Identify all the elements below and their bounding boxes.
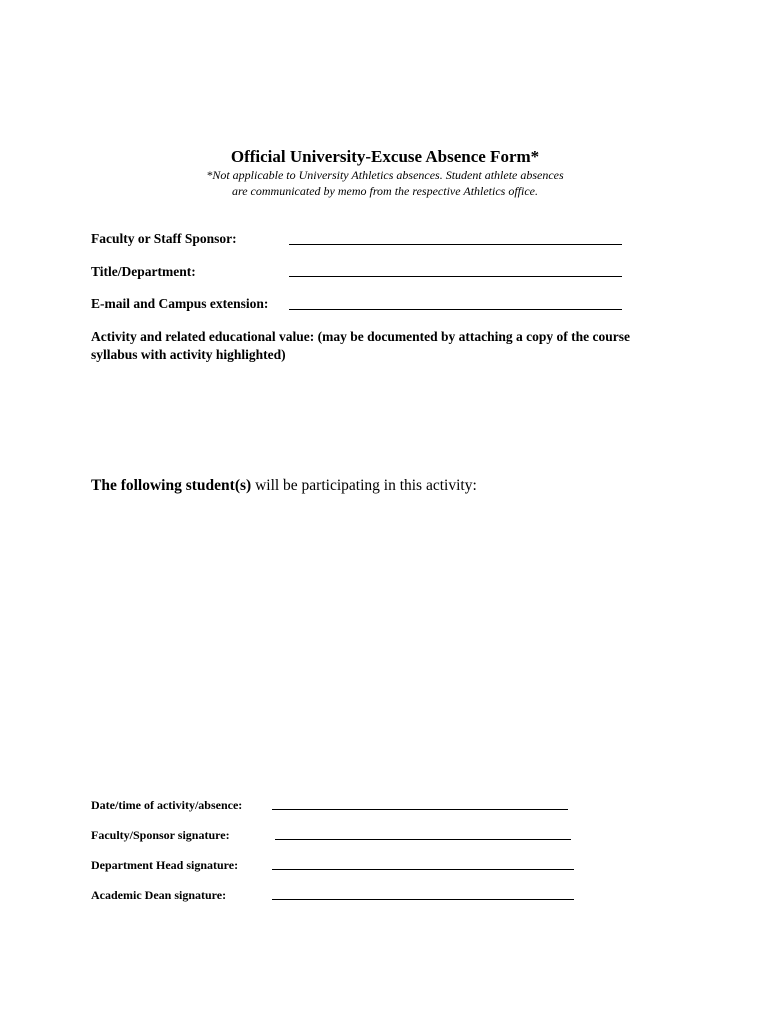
email-extension-field[interactable] (289, 309, 622, 310)
students-heading-bold: The following student(s) (91, 477, 252, 494)
form-title: Official University-Excuse Absence Form* (230, 147, 540, 166)
email-extension-label: E-mail and Campus extension: (91, 296, 269, 311)
faculty-sponsor-field[interactable] (289, 244, 622, 245)
date-time-field[interactable] (272, 809, 568, 810)
faculty-sponsor-signature-label: Faculty/Sponsor signature: (91, 828, 230, 842)
students-heading (91, 476, 477, 496)
department-head-signature-field[interactable] (272, 869, 574, 870)
academic-dean-signature-field[interactable] (272, 899, 574, 900)
department-head-signature-label: Department Head signature: (91, 858, 239, 872)
athletics-note-line-1: *Not applicable to University Athletics absences. Student athlete absences (206, 168, 564, 182)
title-department-field[interactable] (289, 276, 622, 277)
academic-dean-signature-label: Academic Dean signature: (91, 888, 227, 902)
athletics-note-line-2: are communicated by memo from the respective Athletics office. (231, 184, 539, 198)
faculty-sponsor-signature-field[interactable] (275, 839, 571, 840)
faculty-sponsor-label: Faculty or Staff Sponsor: (91, 231, 237, 246)
activity-description-label: Activity and related educational value: (may be documented by attaching a copy of the course syllabus with activity highlighted) (91, 329, 630, 362)
students-heading-rest: will be participating in this activity: (251, 477, 477, 494)
title-department-label: Title/Department: (91, 264, 196, 279)
date-time-label: Date/time of activity/absence: (91, 798, 243, 812)
